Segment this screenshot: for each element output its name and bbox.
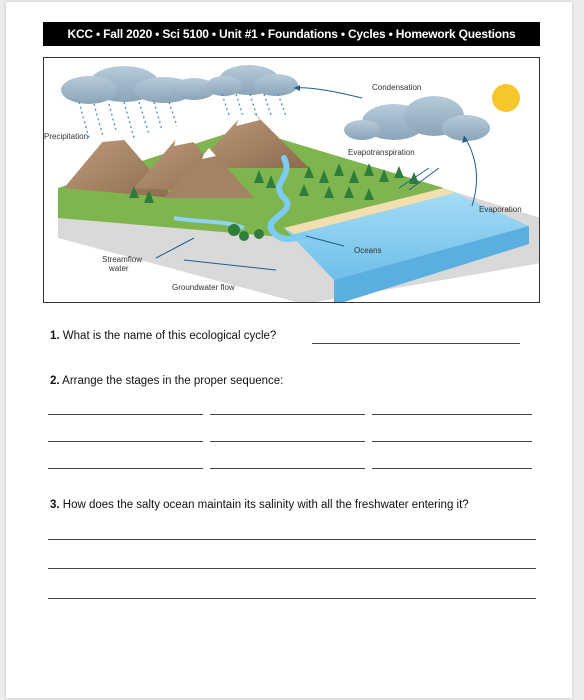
question-1-number: 1. <box>50 330 60 342</box>
answer-line-q2-r3c1[interactable] <box>48 468 203 469</box>
label-evaporation: Evaporation <box>479 205 522 214</box>
label-evapotranspiration: Evapotranspiration <box>348 148 415 157</box>
answer-line-q2-r3c3[interactable] <box>372 468 532 469</box>
question-1 <box>50 330 276 342</box>
answer-line-q2-r2c3[interactable] <box>372 441 532 442</box>
condensation-cloud <box>344 96 490 141</box>
answer-line-q3-2[interactable] <box>48 568 536 569</box>
question-2 <box>50 375 283 387</box>
answer-line-q3-3[interactable] <box>48 598 536 599</box>
question-3 <box>50 499 469 511</box>
answer-line-q2-r1c1[interactable] <box>48 414 203 415</box>
label-condensation: Condensation <box>372 83 422 92</box>
page-title-text: KCC • Fall 2020 • Sci 5100 • Unit #1 • Foundations • Cycles • Homework Questions <box>67 27 516 41</box>
rain-cloud-left <box>61 66 216 104</box>
answer-line-q2-r2c1[interactable] <box>48 441 203 442</box>
label-oceans: Oceans <box>354 246 382 255</box>
sun-icon <box>492 84 520 112</box>
water-cycle-illustration <box>44 58 540 303</box>
answer-line-q2-r2c2[interactable] <box>210 441 365 442</box>
question-3-number: 3. <box>50 499 60 511</box>
answer-line-q2-r3c2[interactable] <box>210 468 365 469</box>
label-precipitation: Precipitation <box>44 132 89 141</box>
answer-line-q1[interactable] <box>312 343 520 344</box>
label-streamflow-line1: Streamflow <box>102 255 143 264</box>
question-2-number: 2. <box>50 375 60 387</box>
water-cycle-diagram <box>43 57 540 303</box>
question-2-text: Arrange the stages in the proper sequence: <box>62 375 284 387</box>
question-1-text: What is the name of this ecological cycle? <box>62 330 277 342</box>
answer-line-q2-r1c2[interactable] <box>210 414 365 415</box>
label-groundwater: Groundwater flow <box>172 283 235 292</box>
answer-line-q2-r1c3[interactable] <box>372 414 532 415</box>
rain-cloud-right <box>206 65 298 96</box>
page-title <box>43 22 540 46</box>
answer-line-q3-1[interactable] <box>48 539 536 540</box>
label-streamflow-line2: water <box>109 264 129 273</box>
question-3-text: How does the salty ocean maintain its salinity with all the freshwater entering it? <box>62 499 469 511</box>
